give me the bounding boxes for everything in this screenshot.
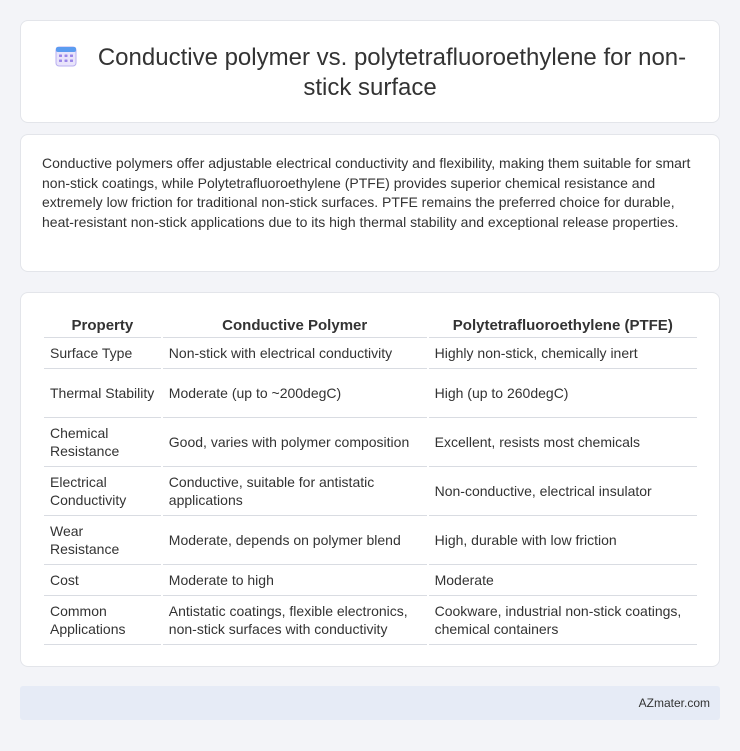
property-cell: Common Applications (44, 596, 161, 645)
summary-text: Conductive polymers offer adjustable electrical conductivity and flexibility, making them suitable for smart non-stick coatings, while Polytetrafluoroethylene (PTFE) provides superior chemical resistance and extremely low friction for traditional non-stick surfaces. PTFE remains the preferred choice for durable, heat-resistant non-stick applications due to its high thermal stability and exceptional release properties. (42, 155, 691, 230)
page-title: Conductive polymer vs. polytetrafluoroethylene for non-stick surface (97, 44, 687, 101)
conductive-polymer-cell: Moderate to high (163, 565, 427, 596)
property-cell: Electrical Conductivity (44, 467, 161, 516)
table-card (20, 292, 720, 667)
property-cell: Thermal Stability (44, 369, 161, 418)
conductive-polymer-cell: Moderate, depends on polymer blend (163, 516, 427, 565)
conductive-polymer-cell: Non-stick with electrical conductivity (163, 338, 427, 369)
ptfe-cell: Non-conductive, electrical insulator (429, 467, 697, 516)
table-row (44, 596, 697, 645)
page-title-block (21, 43, 719, 103)
property-cell: Cost (44, 565, 161, 596)
conductive-polymer-cell: Moderate (up to ~200degC) (163, 369, 427, 418)
ptfe-cell: High (up to 260degC) (429, 369, 697, 418)
footer-bar (20, 686, 720, 720)
table-row (44, 418, 697, 467)
table-row (44, 338, 697, 369)
conductive-polymer-cell: Conductive, suitable for antistatic applications (163, 467, 427, 516)
property-cell: Chemical Resistance (44, 418, 161, 467)
header-property: Property (44, 314, 161, 338)
table-header-row (44, 314, 697, 338)
property-cell: Wear Resistance (44, 516, 161, 565)
table-row (44, 565, 697, 596)
calendar-grid-icon (54, 44, 78, 68)
summary-card (20, 134, 720, 272)
title-card (20, 20, 720, 123)
ptfe-cell: Highly non-stick, chemically inert (429, 338, 697, 369)
header-conductive-polymer: Conductive Polymer (163, 314, 427, 338)
property-cell: Surface Type (44, 338, 161, 369)
ptfe-cell: Excellent, resists most chemicals (429, 418, 697, 467)
ptfe-cell: Moderate (429, 565, 697, 596)
table-row (44, 467, 697, 516)
conductive-polymer-cell: Good, varies with polymer composition (163, 418, 427, 467)
table-row (44, 516, 697, 565)
table-row (44, 369, 697, 418)
footer-brand[interactable]: AZmater.com (638, 696, 710, 710)
comparison-table (42, 314, 699, 645)
ptfe-cell: High, durable with low friction (429, 516, 697, 565)
conductive-polymer-cell: Antistatic coatings, flexible electronics, non-stick surfaces with conductivity (163, 596, 427, 645)
ptfe-cell: Cookware, industrial non-stick coatings, chemical containers (429, 596, 697, 645)
header-ptfe: Polytetrafluoroethylene (PTFE) (429, 314, 697, 338)
